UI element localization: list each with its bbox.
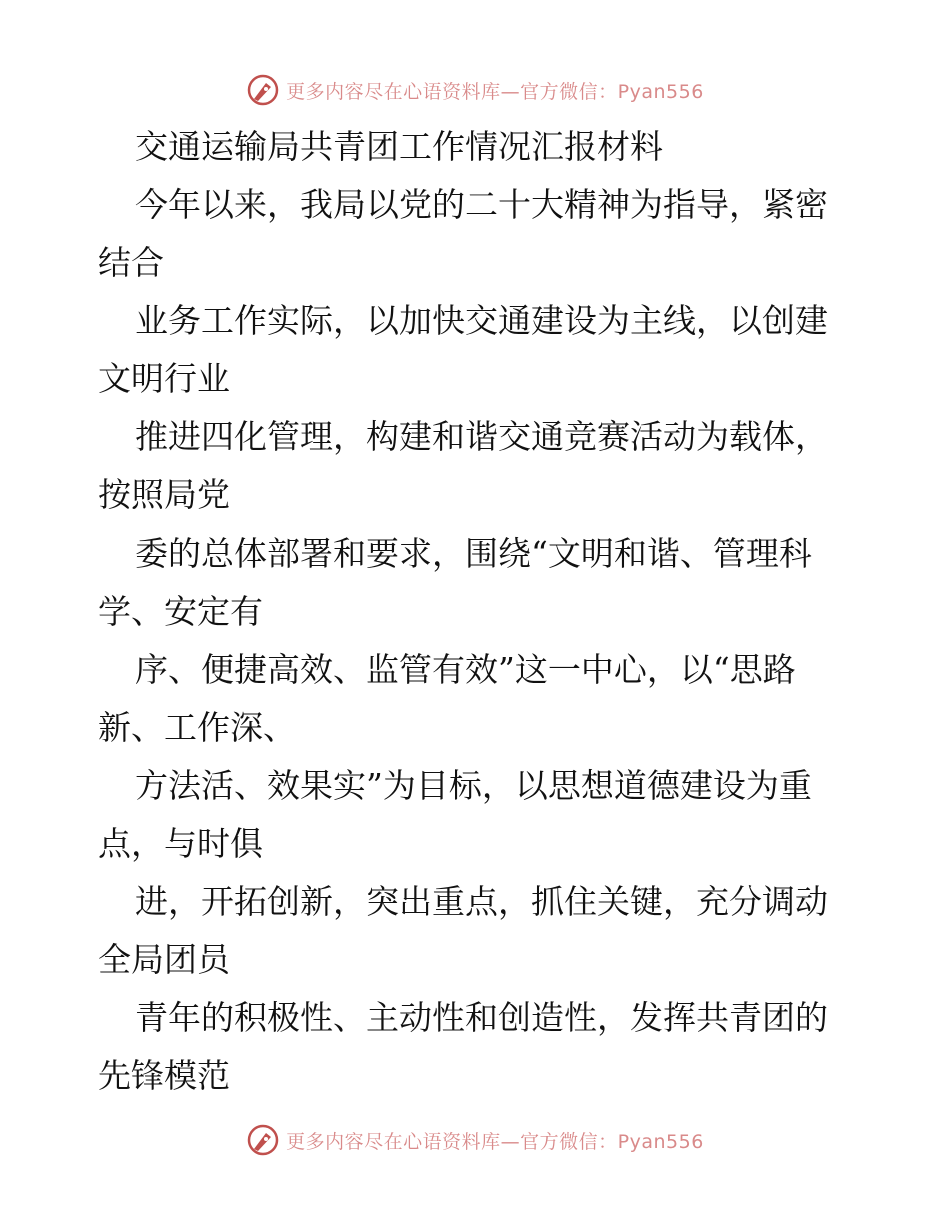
watermark-text: 更多内容尽在心语资料库—官方微信：Pyan556 <box>286 80 704 103</box>
pen-nib-circle-icon <box>246 1123 280 1157</box>
paragraph-line: 序、便捷高效、监管有效”这一中心，以“思路 <box>135 650 796 689</box>
paragraph-line: 全局团员 <box>98 940 230 979</box>
paragraph-line: 新、工作深、 <box>98 708 296 747</box>
watermark-text: 更多内容尽在心语资料库—官方微信：Pyan556 <box>286 1130 704 1153</box>
paragraph-line: 委的总体部署和要求，围绕“文明和谐、管理科 <box>135 534 812 573</box>
paragraph-line: 结合 <box>98 243 164 282</box>
paragraph-line: 今年以来，我局以党的二十大精神为指导，紧密 <box>135 185 828 224</box>
paragraph-line: 青年的积极性、主动性和创造性，发挥共青团的 <box>135 998 828 1037</box>
paragraph-line: 文明行业 <box>98 359 230 398</box>
paragraph-line: 进，开拓创新，突出重点，抓住关键，充分调动 <box>135 882 828 921</box>
paragraph-line: 学、安定有 <box>98 592 263 631</box>
watermark-footer <box>0 1120 950 1160</box>
paragraph-line: 按照局党 <box>98 475 230 514</box>
paragraph-line: 点，与时俱 <box>98 824 263 863</box>
pen-nib-circle-icon <box>246 73 280 107</box>
document-title: 交通运输局共青团工作情况汇报材料 <box>135 127 663 166</box>
watermark-header <box>0 70 950 110</box>
paragraph-line: 业务工作实际，以加快交通建设为主线，以创建 <box>135 301 828 340</box>
paragraph-line: 先锋模范 <box>98 1056 230 1095</box>
paragraph-line: 推进四化管理，构建和谐交通竞赛活动为载体， <box>135 417 828 456</box>
paragraph-line: 方法活、效果实”为目标，以思想道德建设为重 <box>135 766 812 805</box>
